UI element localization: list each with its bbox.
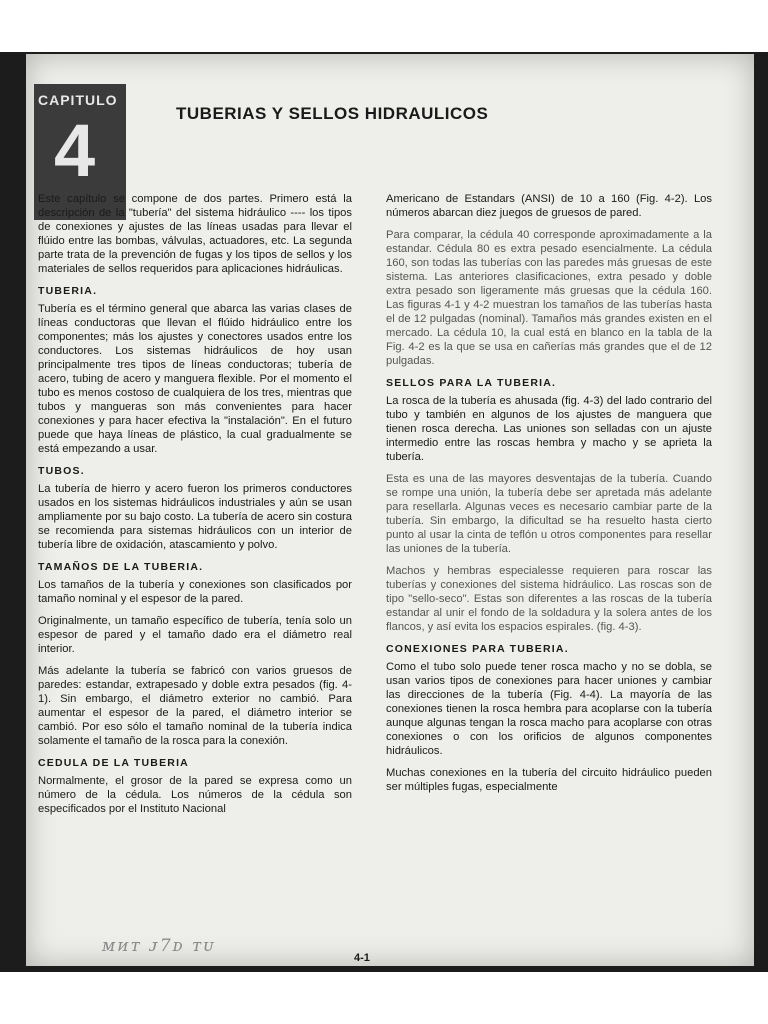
conexiones-paragraph-1: Como el tubo solo puede tener rosca macho y no se dobla, se usan varios tipos de conexiones para hacer uniones y cambiar las direcciones de la tubería (Fig. 4-4). La mayoría de las conexiones tienen la rosca hembra para acoplarse con la tubería aunque algunas tengan la rosca macho para acoplarse con otras conexiones o con los orificios de algunos componentes hidráulicos. — [386, 661, 712, 757]
intro-paragraph: Este capítulo se compone de dos partes. Primero está la descripción de la "tubería" del sistema hidráulico ---- los tipos de conexiones y ajustes de las líneas usadas para llevar el flúido entre las bombas, válvulas, actuadores, etc. La segunda parte trata de la prevención de fugas y los tipos de sellos y los materiales de sellos requeridos para aplicaciones hidráulicas. — [38, 193, 352, 275]
sellos-paragraph-2: Esta es una de las mayores desventajas de la tubería. Cuando se rompe una unión, la tubería debe ser apretada más adelante para resellarla. Algunas veces es necesario cambiar parte de la tubería. Sin embargo, la dificultad se ha resuelto hasta cierto punto al usar la cinta de teflón u otros componentes para resellar las uniones de la tubería. — [386, 473, 712, 555]
cedula-continued-paragraph: Americano de Estandars (ANSI) de 10 a 160 (Fig. 4-2). Los números abarcan diez juegos de gruesos de pared. — [386, 193, 712, 219]
tubos-paragraph: La tubería de hierro y acero fueron los primeros conductores usados en los sistemas hidráulicos industriales y aún se usan ampliamente por su bajo costo. La tubería de acero sin costura se recomienda para sistemas hidráulicos con un interior de tubería libre de oxidación, atascamiento y polvo. — [38, 483, 352, 551]
heading-cedula: CEDULA DE LA TUBERIA — [38, 757, 189, 769]
chapter-label: CAPITULO — [38, 92, 118, 108]
document-page — [26, 54, 754, 966]
left-column — [38, 192, 352, 824]
tamanos-paragraph-2: Originalmente, un tamaño específico de tubería, tenía solo un espesor de pared y el tamaño dado era el diámetro real interior. — [38, 615, 352, 655]
heading-tamanos: TAMAÑOS DE LA TUBERIA. — [38, 561, 204, 573]
heading-tubos: TUBOS. — [38, 465, 85, 477]
page-title: TUBERIAS Y SELLOS HIDRAULICOS — [176, 104, 489, 123]
chapter-number: 4 — [54, 109, 96, 192]
tuberia-paragraph: Tubería es el término general que abarca las varias clases de líneas conductoras que llevan el flúido hidráulico entre los componentes; más los ajustes y conectores usados entre los conductores. Los sistemas hidráulicos de hoy usan principalmente tres tipos de líneas conductoras; tubería de acero, tubing de acero y manguera flexible. Por el momento el tubo es menos costoso de cualquiera de los tres, mientras que tubos y mangueras son más convenientes para hacer conexiones y para hacer efectiva la "instalación". En el futuro puede que haya líneas de plástico, la cual gradualmente se está empezando a usar. — [38, 303, 352, 455]
heading-sellos: SELLOS PARA LA TUBERIA. — [386, 377, 557, 389]
heading-tuberia: TUBERIA. — [38, 285, 98, 297]
sellos-paragraph-3: Machos y hembras especialesse requieren para roscar las tuberías y conexiones del sistema hidráulico. Las roscas son de tipo "sello-seco". Estas son diferentes a las roscas de la tubería estandar al unir el fondo de la soldadura y la solera antes de los flancos, y así evita los espacios espirales. (fig. 4-3). — [386, 565, 712, 633]
handwritten-note: ᴍᴎᴛ ᴊ7ᴅ ᴛᴜ — [102, 936, 216, 956]
tamanos-paragraph-1: Los tamaños de la tubería y conexiones son clasificados por tamaño nominal y el espesor de la pared. — [38, 579, 352, 605]
conexiones-paragraph-2: Muchas conexiones en la tubería del circuito hidráulico pueden ser múltiples fugas, especialmente — [386, 767, 712, 793]
page-number: 4-1 — [354, 952, 370, 964]
sellos-paragraph-1: La rosca de la tubería es ahusada (fig. 4-3) del lado contrario del tubo y también en algunos de los ajustes de manguera que tienen rosca derecha. Las uniones son selladas con un ajuste intermedio entre las roscas hembra y macho y se aprieta la tubería. — [386, 395, 712, 463]
comparar-paragraph: Para comparar, la cédula 40 corresponde aproximadamente a la estandar. Cédula 80 es extra pesado esencialmente. La cédula 160, son todas las tuberías con las paredes más gruesas de este sistema. Las anteriores clasificaciones, extra pesado y doble extra pesado son ligeramente más gruesas que la cédula 160. Las figuras 4-1 y 4-2 muestran los tamaños de las tuberías hasta el de 12 pulgadas (nominal). Tamaños más grandes existen en el mercado. La cédula 10, la cual está en blanco en la tabla de la Fig. 4-2 es la que se usa en cañerías más grandes que el de 12 pulgadas. — [386, 229, 712, 367]
cedula-paragraph: Normalmente, el grosor de la pared se expresa como un número de la cédula. Los números de la cédula son especificados por el Instituto Nacional — [38, 775, 352, 815]
right-column — [386, 192, 712, 802]
heading-conexiones: CONEXIONES PARA TUBERIA. — [386, 643, 569, 655]
tamanos-paragraph-3: Más adelante la tubería se fabricó con varios gruesos de paredes: estandar, extrapesado y doble extra pesados (fig. 4-1). Sin embargo, el diámetro exterior no cambió. Para aumentar el espesor de la pared, el diámetro interior se cambió. Por eso sólo el tamaño nominal de la tubería indica solamente el tamaño de la rosca para la conexión. — [38, 665, 352, 747]
